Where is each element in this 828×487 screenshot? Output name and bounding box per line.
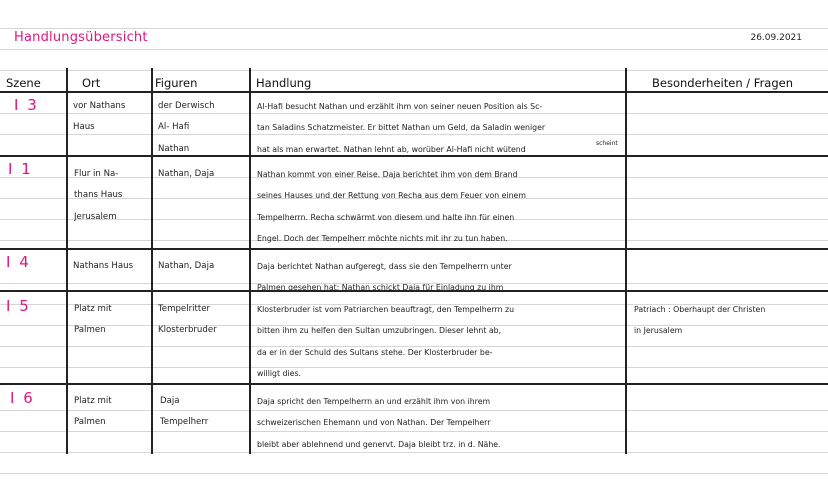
scene-number: I 1: [8, 160, 33, 178]
cell-ort: Flur in Na- thans Haus Jerusalem: [74, 169, 123, 222]
cell-handlung: Klosterbruder ist vom Patriarchen beauftragt, den Tempelherrn zu bitten ihm zu helfen den Sultan umzubringen. Dieser lehnt ab, da er in der Schuld des Sultans stehe. Der Klosterbruder be- willigt dies.: [257, 305, 515, 379]
cell-handlung: Al-Hafi besucht Nathan und erzählt ihm von seiner neuen Position als Sc- tan Saladins Schatzmeister. Er bittet Nathan um Geld, da Saladin weniger hat als man erwartet. Nathan lehnt ab, worüber Al-Hafi nicht wütend: [257, 102, 546, 154]
cell-figuren: Nathan, Daja: [158, 169, 215, 179]
page-title: Handlungsübersicht: [14, 30, 148, 45]
cell-figuren: der Derwisch Al- Hafi Nathan: [158, 101, 215, 154]
cell-figuren: Nathan, Daja: [158, 261, 215, 271]
cell-figuren: Daja Tempelherr: [160, 396, 209, 428]
scene-number: I 5: [6, 297, 31, 315]
cell-ort: Platz mit Palmen: [74, 304, 112, 336]
header-besonderheiten: Besonderheiten / Fragen: [652, 76, 794, 90]
scene-number: I 4: [6, 253, 31, 271]
header-handlung: Handlung: [256, 76, 312, 90]
header-figuren: Figuren: [155, 76, 198, 90]
scene-number: I 6: [10, 389, 35, 407]
cell-handlung: Nathan kommt von einer Reise. Daja berichtet ihm von dem Brand seines Hauses und der Rettung von Recha aus dem Feuer von einem Tempelherrn. Recha schwärmt von diesem und halte ihn für einen Engel. Doch der Tempelherr möchte nichts mit ihr zu tun haben.: [257, 170, 526, 244]
cell-ort: vor Nathans Haus: [73, 101, 126, 133]
header-ort: Ort: [82, 76, 101, 90]
cell-besonderheiten: Patriach : Oberhaupt der Christen in Jerusalem: [634, 305, 766, 336]
handlung-insert-note: scheint: [596, 140, 618, 147]
scene-number: I 3: [14, 96, 39, 114]
cell-figuren: Tempelritter Klosterbruder: [158, 304, 217, 336]
header-szene: Szene: [6, 76, 41, 90]
cell-handlung: Daja berichtet Nathan aufgeregt, dass sie den Tempelherrn unter Palmen gesehen hat; Nathan schickt Daja für Einladung zu ihm: [257, 262, 512, 293]
page-date: 26.09.2021: [750, 33, 802, 43]
cell-ort: Platz mit Palmen: [74, 396, 112, 428]
cell-handlung: Daja spricht den Tempelherrn an und erzählt ihm von ihrem schweizerischen Ehemann und von Nathan. Der Tempelherr bleibt aber ablehnend und genervt. Daja bleibt trz. in d. Nähe.: [257, 397, 501, 449]
cell-ort: Nathans Haus: [73, 261, 134, 271]
